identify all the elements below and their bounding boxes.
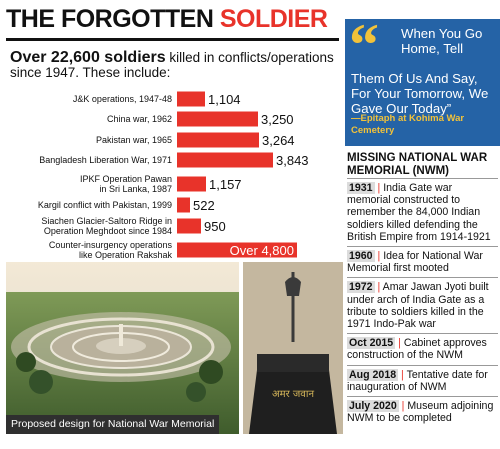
casualty-bar-chart (0, 86, 345, 261)
bar (177, 153, 273, 168)
event-text: Amar Jawan Jyoti built under arch of India Gate as a tribute to soldiers killed in the 1971 Indo-Pak war (347, 281, 489, 331)
timeline-event (347, 333, 498, 364)
title-part-2: SOLDIER (219, 5, 328, 33)
timeline-event (347, 277, 498, 333)
bar (177, 92, 205, 107)
event-year: 1972 (349, 281, 373, 294)
category-label: Counter-insurgency operations like Operation Rakshak (48, 240, 172, 260)
timeline-heading: MISSING NATIONAL WAR MEMORIAL (NWM) (347, 152, 488, 177)
event-year: 1931 (349, 182, 373, 194)
lead-bold: Over 22,600 soldiers (10, 49, 166, 66)
value-label: Over 4,800 (229, 243, 294, 258)
category-label: Siachen Glacier-Saltoro Ridge in Operation Meghdoot since 1984 (41, 216, 172, 236)
infographic-title (6, 4, 327, 34)
category-label: J&K operations, 1947-48 (72, 94, 172, 104)
design-caption: Proposed design for National War Memorial (6, 415, 219, 434)
event-year: July 2020 (349, 400, 397, 413)
lead-rest: killed in conflicts/operations since 1947. These include: (10, 50, 334, 80)
event-year: Aug 2018 (349, 368, 397, 381)
quote-mark-icon: “ (349, 12, 379, 78)
event-separator: | (374, 250, 384, 263)
category-label: Kargil conflict with Pakistan, 1999 (37, 200, 172, 210)
event-text: Cabinet approves construction of the NWM (347, 337, 487, 362)
bar (177, 133, 259, 148)
event-text: Tentative date for inauguration of NWM (347, 368, 488, 393)
event-separator: | (398, 400, 408, 413)
bar (177, 219, 201, 234)
value-label: 3,250 (261, 112, 294, 127)
event-separator: | (374, 182, 384, 194)
value-label: 1,104 (208, 92, 241, 107)
memorial-design-photo (6, 262, 239, 434)
quote-box (345, 12, 500, 146)
timeline (347, 178, 498, 427)
event-text: Museum adjoining NWM to be completed (347, 400, 494, 425)
value-label: 950 (204, 219, 226, 234)
value-label: 3,843 (276, 153, 309, 168)
value-label: 3,264 (262, 133, 295, 148)
timeline-event (347, 396, 498, 427)
lead-text (10, 50, 340, 80)
category-label: China war, 1962 (106, 114, 172, 124)
category-label: Pakistan war, 1965 (95, 135, 172, 145)
bar (177, 198, 190, 213)
value-label: 522 (193, 198, 215, 213)
event-year: 1960 (349, 250, 373, 263)
timeline-event (347, 178, 498, 246)
quote-source: —Epitaph at Kohima War Cemetery (351, 113, 465, 136)
title-rule (6, 38, 339, 41)
event-year: Oct 2015 (349, 337, 394, 350)
timeline-event (347, 246, 498, 277)
title-part-1: THE FORGOTTEN (6, 5, 220, 33)
event-separator: | (398, 368, 407, 381)
quote-line-2: Them Of Us And Say, For Your Tomorrow, We Gave Our Today” (351, 71, 489, 116)
event-text: Idea for National War Memorial first mooted (347, 250, 483, 275)
quote-line-1: When You Go Home, Tell (401, 26, 483, 56)
plaque-text: अमर जवान (271, 389, 315, 400)
bar (177, 177, 206, 192)
event-text: India Gate war memorial constructed to remember the 84,000 Indian soldiers killed defending the British Empire from 1914-1921 (347, 182, 491, 243)
amar-jawan-jyoti-photo (243, 262, 343, 434)
timeline-event (347, 365, 498, 396)
event-separator: | (374, 281, 383, 294)
event-separator: | (395, 337, 404, 350)
category-label: Bangladesh Liberation War, 1971 (39, 155, 172, 165)
value-label: 1,157 (209, 177, 242, 192)
category-label: IPKF Operation Pawan in Sri Lanka, 1987 (79, 174, 172, 194)
bar (177, 112, 258, 127)
